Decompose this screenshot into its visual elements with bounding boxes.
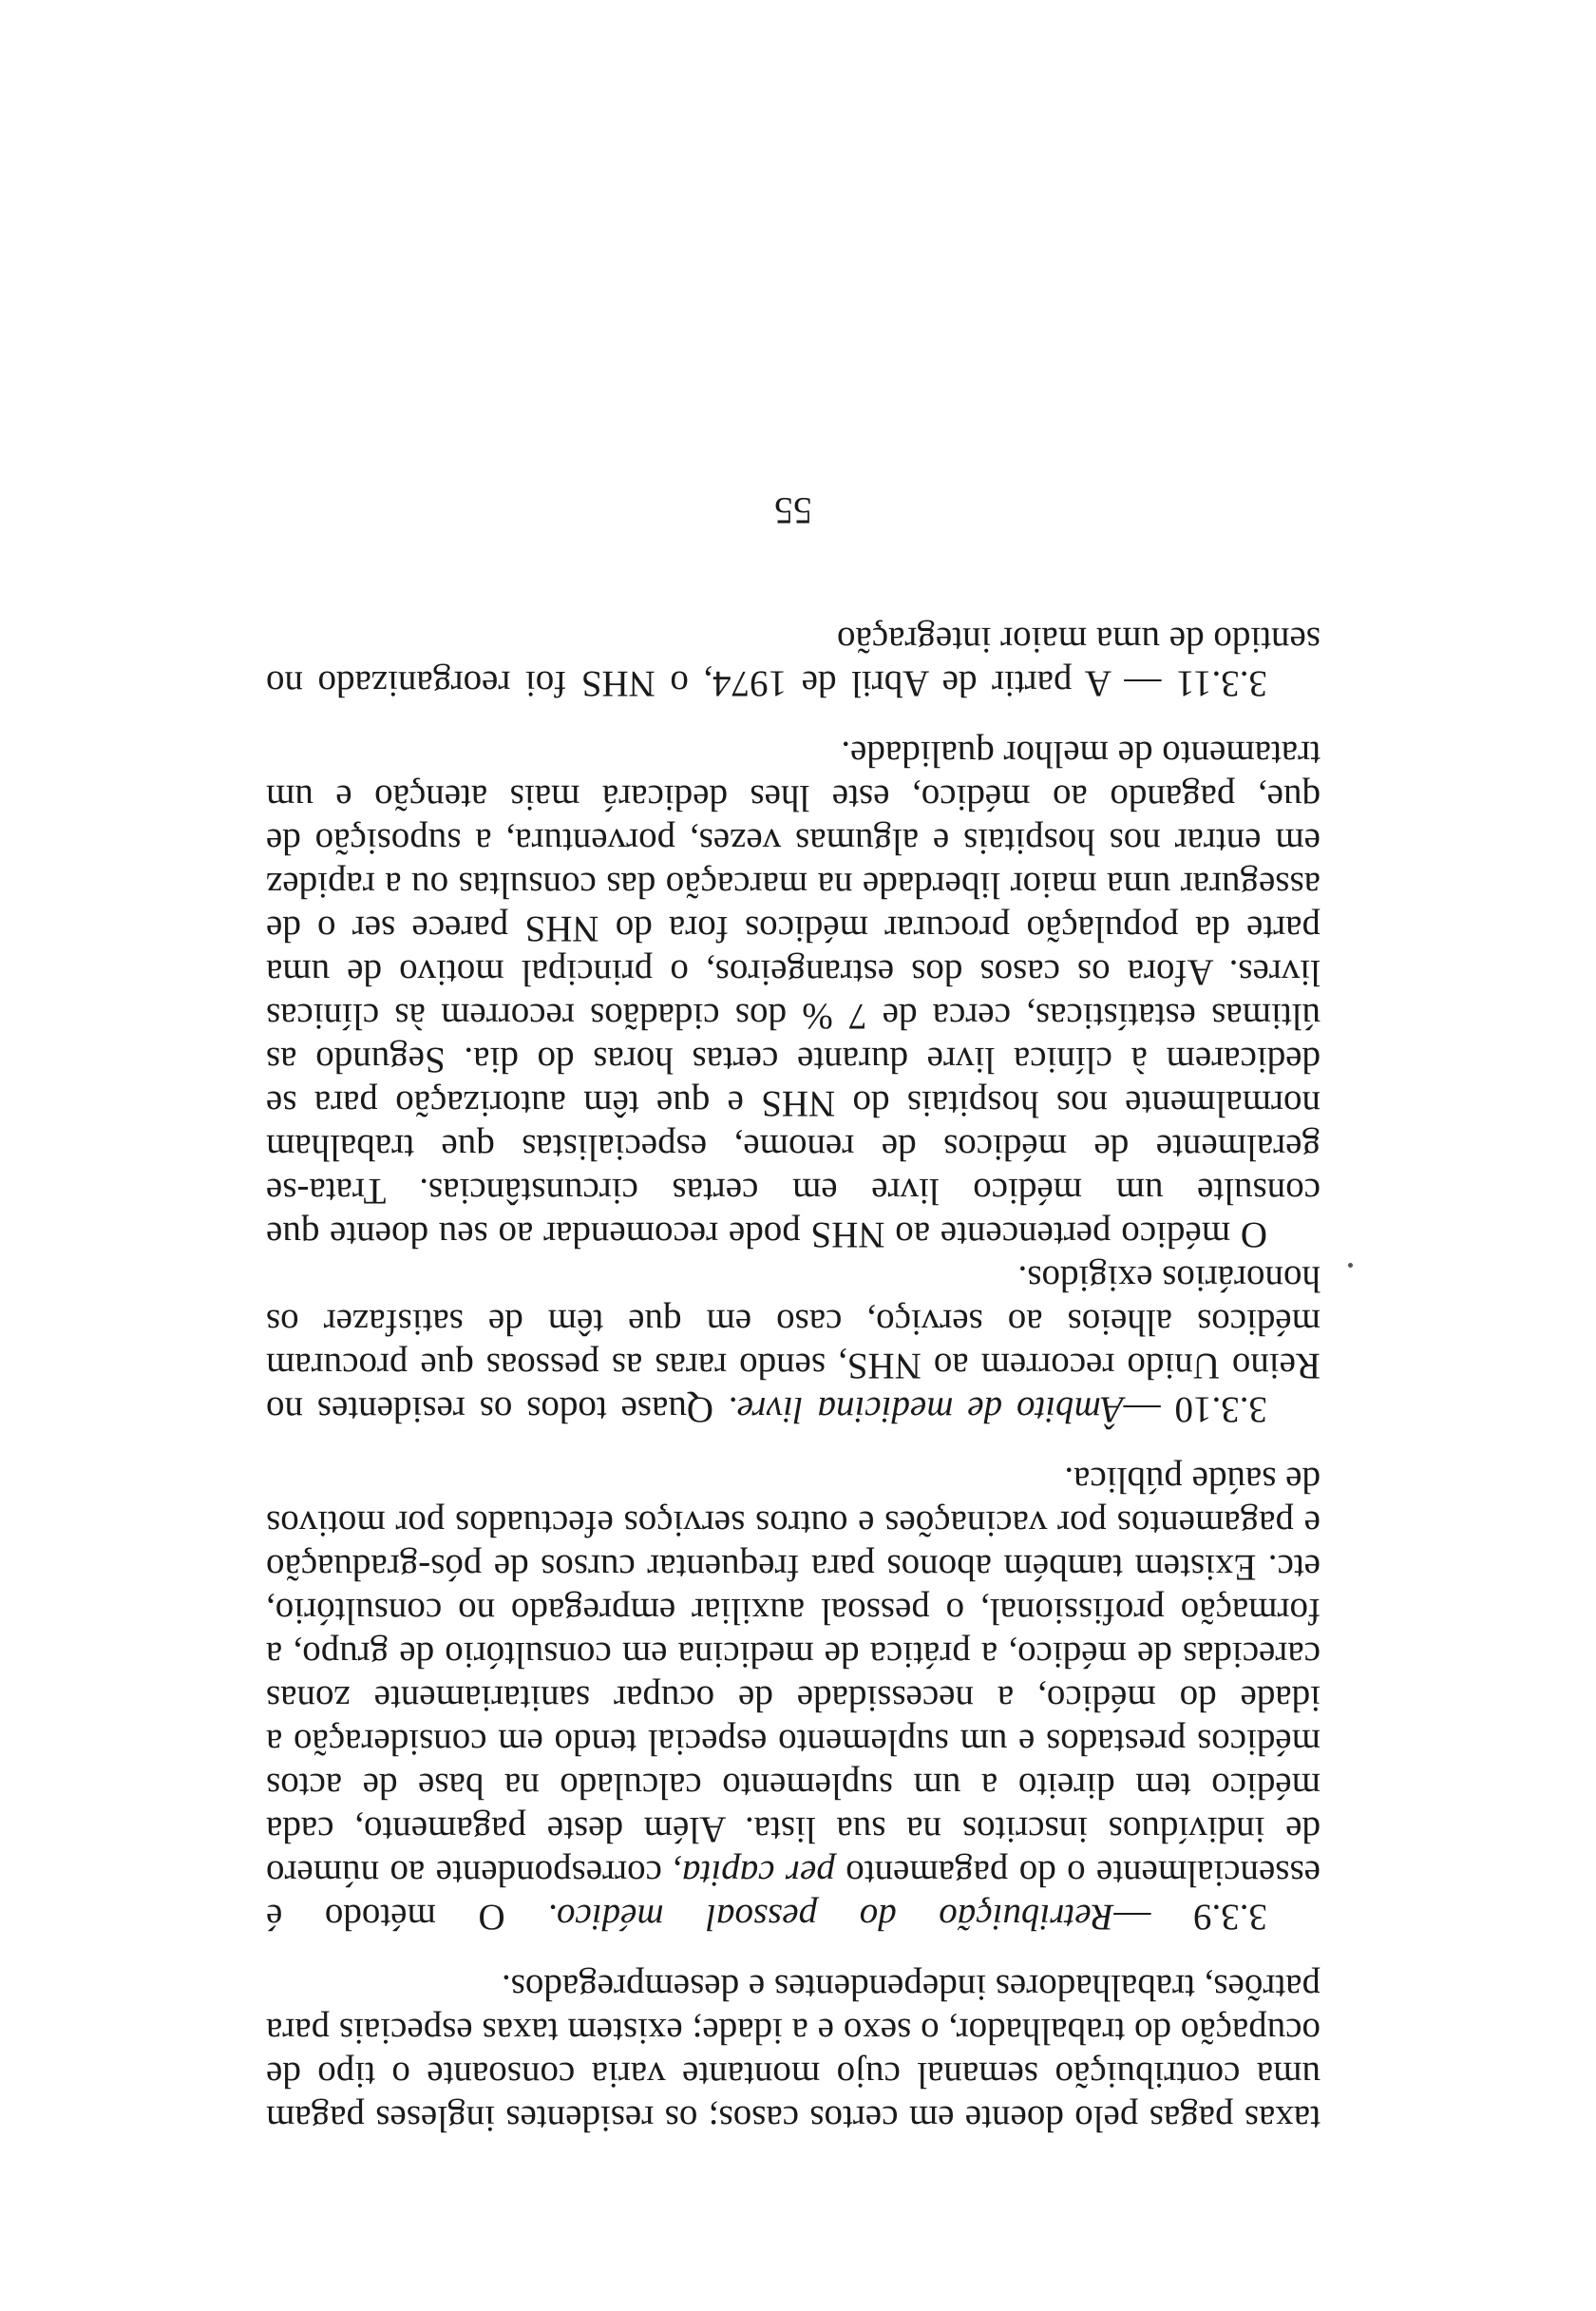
page-number: 55	[774, 489, 812, 532]
stray-dot-mark	[1348, 1263, 1353, 1268]
paragraph-text: Quase todos os residentes no Reino Unido recorrem ao NHS, sendo raras as pessoas que procuram médicos alheios ao serviço, caso em que têm de satisfazer os honorários exigidos.	[266, 1258, 1320, 1430]
section-number: 3.3.9 —	[1113, 1897, 1267, 1938]
section-title: Âmbito de medicina livre.	[727, 1389, 1124, 1430]
paragraph-3-3-11: 3.3.11 — A partir de Abril de 1974, o NHS foi reorganizado no sentido de uma maior integração	[266, 620, 1320, 704]
paragraph-3-3-10	[266, 1256, 1320, 1431]
paragraph-text: O método é essencialmente o do pagamento	[266, 1853, 1320, 1938]
paragraph-text: correspondente ao número de indivíduos inscritos na sua lista. Além deste pagamento, cada médico tem direito a um suplemento calculado na base de actos médicos prestados e um suplemento especial tendo em consideração a idade do médico, a necessidade de ocupar sanitariamente zonas carecidas de médico, a prática de medicina em consultório de grupo, a formação profissional, o pessoal auxiliar empregado no consultório, etc. Existem também abonos para frequentar cursos de pós-graduação e pagamentos por vacinações e outros serviços efectuados por motivos de saúde pública.	[265, 1460, 1320, 1894]
section-title: Retribuição do pessoal médico.	[547, 1897, 1114, 1938]
paragraph-contributions: taxas pagas pelo doente em certos casos; os residentes ingleses pagam uma contribuição semanal cujo montante varia consoante o tipo de ocupação do trabalhador, o sexo e a idade; existem taxas especiais para patrões, trabalhadores independentes e desempregados.	[266, 1967, 1320, 2139]
emphasis-text: per capita,	[673, 1853, 835, 1894]
section-number: 3.3.10 —	[1123, 1389, 1267, 1430]
text-column	[265, 489, 1320, 2140]
paragraph-private-medicine: O médico pertencente ao NHS pode recomendar ao seu doente que consulte um médico livre em certas circunstâncias. Trata-se geralmente de médicos de renome, especialistas que trabalham normalmente nos hospitais do NHS e que têm autorização para se dedicarem à clínica livre durante certas horas do dia. Segundo as últimas estatísticas, cerca de 7 % dos cidadãos recorrem às clínicas livres. Afora os casos dos estrangeiros, o principal motivo de uma parte da população procurar médicos fora do NHS parece ser o de assegurar uma maior liberdade na marcação das consultas ou a rapidez em entrar nos hospitais e algumas vezes, porventura, a suposição de que, pagando ao médico, este lhes dedicará mais atenção e um tratamento de melhor qualidade.	[266, 734, 1320, 1255]
paragraph-3-3-9	[266, 1458, 1320, 1939]
